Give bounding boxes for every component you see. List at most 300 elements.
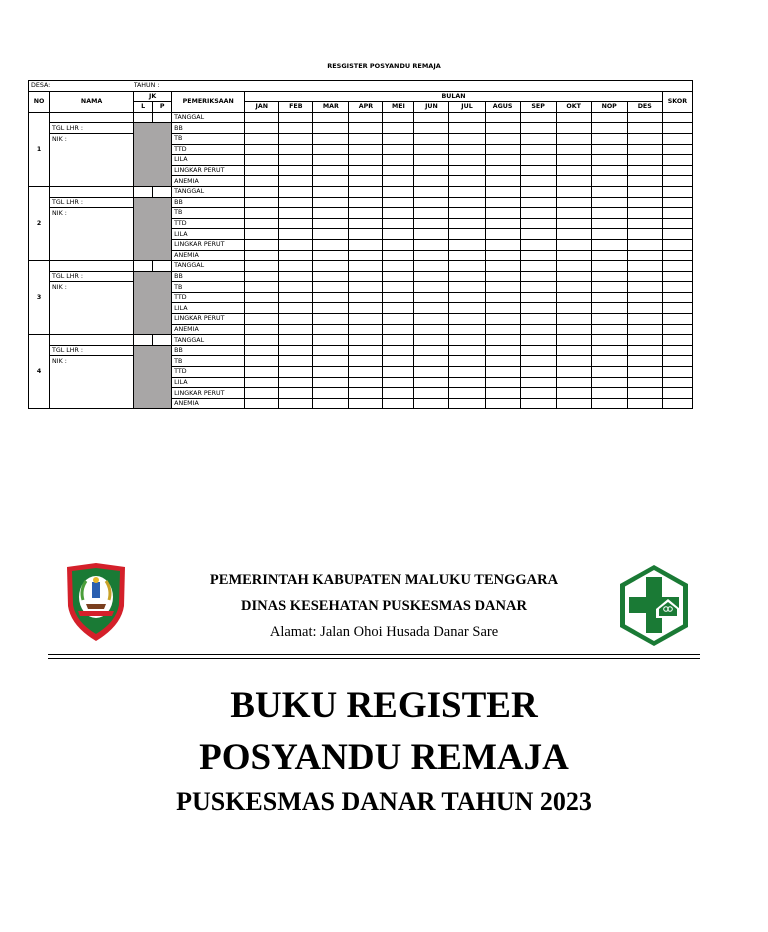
desa-label: DESA: <box>29 81 134 92</box>
month-cell <box>449 250 485 261</box>
month-cell <box>520 335 556 346</box>
month-cell <box>449 324 485 335</box>
skor-cell <box>662 229 692 240</box>
month-cell <box>627 292 662 303</box>
month-cell <box>485 112 520 123</box>
jk-l-cell <box>134 335 153 346</box>
header-skor: SKOR <box>662 91 692 112</box>
skor-cell <box>662 155 692 166</box>
header-month: JUN <box>414 102 449 113</box>
month-cell <box>279 345 313 356</box>
nama-cell <box>50 335 134 346</box>
exam-label: TB <box>172 282 245 293</box>
tgl-lahir-label: TGL LHR : <box>50 345 134 356</box>
month-cell <box>349 250 383 261</box>
month-cell <box>520 303 556 314</box>
tgl-lahir-label: TGL LHR : <box>50 271 134 282</box>
month-cell <box>556 218 591 229</box>
month-cell <box>313 377 349 388</box>
exam-label: TB <box>172 356 245 367</box>
month-cell <box>414 208 449 219</box>
month-cell <box>349 239 383 250</box>
month-cell <box>279 261 313 272</box>
exam-label: ANEMIA <box>172 398 245 409</box>
month-cell <box>556 186 591 197</box>
month-cell <box>414 388 449 399</box>
month-cell <box>520 314 556 325</box>
exam-label: TANGGAL <box>172 112 245 123</box>
month-cell <box>414 165 449 176</box>
exam-label: LILA <box>172 155 245 166</box>
month-cell <box>485 229 520 240</box>
month-cell <box>313 292 349 303</box>
month-cell <box>383 377 414 388</box>
register-table <box>28 80 693 409</box>
month-cell <box>245 208 279 219</box>
month-cell <box>279 377 313 388</box>
header-pemeriksaan: PEMERIKSAAN <box>172 91 245 112</box>
month-cell <box>556 271 591 282</box>
month-cell <box>414 176 449 187</box>
nama-cell <box>50 186 134 197</box>
month-cell <box>520 324 556 335</box>
month-cell <box>627 250 662 261</box>
skor-cell <box>662 218 692 229</box>
month-cell <box>245 314 279 325</box>
header-nama: NAMA <box>50 91 134 112</box>
month-cell <box>591 377 627 388</box>
month-cell <box>556 377 591 388</box>
month-cell <box>485 314 520 325</box>
month-cell <box>349 314 383 325</box>
month-cell <box>414 229 449 240</box>
month-cell <box>449 314 485 325</box>
month-cell <box>383 250 414 261</box>
month-cell <box>520 208 556 219</box>
month-cell <box>349 282 383 293</box>
month-cell <box>245 176 279 187</box>
month-cell <box>591 271 627 282</box>
month-cell <box>627 186 662 197</box>
exam-label: LILA <box>172 303 245 314</box>
month-cell <box>627 133 662 144</box>
month-cell <box>591 261 627 272</box>
month-cell <box>414 345 449 356</box>
exam-label: TTD <box>172 367 245 378</box>
cover-subtitle: POSYANDU REMAJA <box>199 737 569 778</box>
month-cell <box>627 335 662 346</box>
month-cell <box>449 155 485 166</box>
month-cell <box>279 155 313 166</box>
month-cell <box>414 282 449 293</box>
month-cell <box>627 282 662 293</box>
month-cell <box>245 345 279 356</box>
month-cell <box>591 356 627 367</box>
table-row <box>29 197 693 208</box>
month-cell <box>414 367 449 378</box>
skor-cell <box>662 123 692 134</box>
month-cell <box>627 377 662 388</box>
month-cell <box>349 155 383 166</box>
nama-cell <box>50 261 134 272</box>
month-cell <box>556 144 591 155</box>
month-cell <box>313 197 349 208</box>
month-cell <box>383 345 414 356</box>
month-cell <box>556 367 591 378</box>
month-cell <box>591 123 627 134</box>
month-cell <box>313 282 349 293</box>
month-cell <box>383 155 414 166</box>
month-cell <box>414 250 449 261</box>
skor-cell <box>662 133 692 144</box>
month-cell <box>245 155 279 166</box>
month-cell <box>556 197 591 208</box>
month-cell <box>556 176 591 187</box>
exam-label: BB <box>172 197 245 208</box>
month-cell <box>591 186 627 197</box>
month-cell <box>627 208 662 219</box>
month-cell <box>349 367 383 378</box>
month-cell <box>449 229 485 240</box>
month-cell <box>485 261 520 272</box>
month-cell <box>627 367 662 378</box>
skor-cell <box>662 324 692 335</box>
skor-cell <box>662 367 692 378</box>
month-cell <box>556 324 591 335</box>
nama-cell <box>50 292 134 334</box>
month-cell <box>245 144 279 155</box>
exam-label: TTD <box>172 144 245 155</box>
month-cell <box>245 123 279 134</box>
month-cell <box>313 388 349 399</box>
month-cell <box>383 324 414 335</box>
month-cell <box>279 271 313 282</box>
nik-label: NIK : <box>50 356 134 367</box>
header-month: APR <box>349 102 383 113</box>
month-cell <box>591 324 627 335</box>
month-cell <box>556 155 591 166</box>
skor-cell <box>662 197 692 208</box>
skor-cell <box>662 239 692 250</box>
month-cell <box>591 367 627 378</box>
exam-label: LINGKAR PERUT <box>172 388 245 399</box>
month-cell <box>520 398 556 409</box>
month-cell <box>245 261 279 272</box>
table-row <box>29 335 693 346</box>
month-cell <box>591 282 627 293</box>
table-row <box>29 345 693 356</box>
month-cell <box>520 367 556 378</box>
nama-cell <box>50 218 134 260</box>
month-cell <box>556 398 591 409</box>
month-cell <box>383 218 414 229</box>
month-cell <box>349 218 383 229</box>
month-cell <box>313 176 349 187</box>
month-cell <box>414 112 449 123</box>
month-cell <box>591 165 627 176</box>
month-cell <box>313 324 349 335</box>
header-month: DES <box>627 102 662 113</box>
month-cell <box>414 155 449 166</box>
cover-year-line: PUSKESMAS DANAR TAHUN 2023 <box>176 787 592 816</box>
month-cell <box>245 165 279 176</box>
month-cell <box>383 356 414 367</box>
skor-cell <box>662 261 692 272</box>
month-cell <box>449 345 485 356</box>
exam-label: ANEMIA <box>172 250 245 261</box>
skor-cell <box>662 345 692 356</box>
month-cell <box>485 144 520 155</box>
month-cell <box>627 261 662 272</box>
skor-cell <box>662 208 692 219</box>
month-cell <box>313 335 349 346</box>
month-cell <box>279 335 313 346</box>
month-cell <box>485 388 520 399</box>
month-cell <box>349 345 383 356</box>
month-cell <box>349 197 383 208</box>
month-cell <box>313 133 349 144</box>
month-cell <box>245 239 279 250</box>
month-cell <box>556 292 591 303</box>
header-month: NOP <box>591 102 627 113</box>
month-cell <box>485 218 520 229</box>
month-cell <box>245 388 279 399</box>
month-cell <box>279 239 313 250</box>
month-cell <box>313 271 349 282</box>
month-cell <box>627 271 662 282</box>
month-cell <box>449 388 485 399</box>
jk-p-cell <box>153 186 172 197</box>
month-cell <box>591 176 627 187</box>
entry-number: 3 <box>29 261 50 335</box>
month-cell <box>279 176 313 187</box>
month-cell <box>349 165 383 176</box>
month-cell <box>349 324 383 335</box>
month-cell <box>627 239 662 250</box>
month-cell <box>383 271 414 282</box>
month-cell <box>520 356 556 367</box>
month-cell <box>313 155 349 166</box>
month-cell <box>520 292 556 303</box>
month-cell <box>556 335 591 346</box>
nama-cell <box>50 144 134 186</box>
month-cell <box>556 229 591 240</box>
skor-cell <box>662 271 692 282</box>
month-cell <box>556 208 591 219</box>
month-cell <box>627 176 662 187</box>
month-cell <box>313 218 349 229</box>
table-row <box>29 112 693 123</box>
header-jk: JK <box>134 91 172 102</box>
tahun-label: TAHUN : <box>134 81 693 92</box>
month-cell <box>520 176 556 187</box>
month-cell <box>279 398 313 409</box>
month-cell <box>279 218 313 229</box>
month-cell <box>349 377 383 388</box>
tgl-lahir-label: TGL LHR : <box>50 123 134 134</box>
month-cell <box>313 345 349 356</box>
month-cell <box>520 123 556 134</box>
month-cell <box>591 218 627 229</box>
month-cell <box>627 229 662 240</box>
month-cell <box>627 388 662 399</box>
month-cell <box>520 250 556 261</box>
month-cell <box>520 229 556 240</box>
table-row <box>29 282 693 293</box>
header-month: FEB <box>279 102 313 113</box>
month-cell <box>414 239 449 250</box>
header-month: OKT <box>556 102 591 113</box>
month-cell <box>591 197 627 208</box>
month-cell <box>313 144 349 155</box>
month-cell <box>313 208 349 219</box>
month-cell <box>349 133 383 144</box>
month-cell <box>383 282 414 293</box>
month-cell <box>279 367 313 378</box>
month-cell <box>414 335 449 346</box>
month-cell <box>383 388 414 399</box>
month-cell <box>279 133 313 144</box>
month-cell <box>627 324 662 335</box>
month-cell <box>556 314 591 325</box>
table-row <box>29 123 693 134</box>
month-cell <box>485 292 520 303</box>
month-cell <box>520 197 556 208</box>
jk-p-cell <box>153 335 172 346</box>
month-cell <box>414 186 449 197</box>
month-cell <box>556 303 591 314</box>
month-cell <box>556 239 591 250</box>
month-cell <box>449 303 485 314</box>
skor-cell <box>662 282 692 293</box>
table-row <box>29 91 693 102</box>
month-cell <box>245 367 279 378</box>
month-cell <box>245 356 279 367</box>
month-cell <box>279 229 313 240</box>
month-cell <box>349 335 383 346</box>
month-cell <box>279 292 313 303</box>
jk-shaded-cell <box>134 345 172 409</box>
month-cell <box>414 292 449 303</box>
month-cell <box>627 356 662 367</box>
month-cell <box>449 356 485 367</box>
month-cell <box>313 367 349 378</box>
header-month: MAR <box>313 102 349 113</box>
exam-label: LINGKAR PERUT <box>172 165 245 176</box>
skor-cell <box>662 303 692 314</box>
skor-cell <box>662 388 692 399</box>
month-cell <box>245 303 279 314</box>
month-cell <box>449 239 485 250</box>
month-cell <box>556 165 591 176</box>
skor-cell <box>662 250 692 261</box>
month-cell <box>313 186 349 197</box>
month-cell <box>485 208 520 219</box>
table-row <box>29 367 693 378</box>
tgl-lahir-label: TGL LHR : <box>50 197 134 208</box>
month-cell <box>591 398 627 409</box>
nik-label: NIK : <box>50 282 134 293</box>
month-cell <box>383 229 414 240</box>
month-cell <box>520 282 556 293</box>
month-cell <box>383 335 414 346</box>
skor-cell <box>662 356 692 367</box>
month-cell <box>485 377 520 388</box>
month-cell <box>449 197 485 208</box>
month-cell <box>627 314 662 325</box>
month-cell <box>520 218 556 229</box>
month-cell <box>414 123 449 134</box>
month-cell <box>313 239 349 250</box>
skor-cell <box>662 144 692 155</box>
month-cell <box>245 377 279 388</box>
month-cell <box>313 229 349 240</box>
header-month: JAN <box>245 102 279 113</box>
month-cell <box>556 250 591 261</box>
month-cell <box>245 398 279 409</box>
table-row <box>29 186 693 197</box>
month-cell <box>485 345 520 356</box>
exam-label: LILA <box>172 229 245 240</box>
header-month: AGUS <box>485 102 520 113</box>
month-cell <box>520 261 556 272</box>
month-cell <box>449 292 485 303</box>
jk-p-cell <box>153 112 172 123</box>
month-cell <box>383 261 414 272</box>
skor-cell <box>662 292 692 303</box>
month-cell <box>383 239 414 250</box>
exam-label: TB <box>172 208 245 219</box>
month-cell <box>383 303 414 314</box>
letterhead-rule <box>48 654 700 655</box>
month-cell <box>245 271 279 282</box>
skor-cell <box>662 186 692 197</box>
exam-label: LINGKAR PERUT <box>172 239 245 250</box>
month-cell <box>485 398 520 409</box>
month-cell <box>591 133 627 144</box>
table-row <box>29 356 693 367</box>
month-cell <box>279 388 313 399</box>
entry-number: 2 <box>29 186 50 260</box>
jk-p-cell <box>153 261 172 272</box>
month-cell <box>520 112 556 123</box>
month-cell <box>383 133 414 144</box>
month-cell <box>520 377 556 388</box>
month-cell <box>245 282 279 293</box>
header-p: P <box>153 102 172 113</box>
month-cell <box>313 112 349 123</box>
month-cell <box>349 186 383 197</box>
month-cell <box>520 239 556 250</box>
month-cell <box>414 261 449 272</box>
exam-label: LILA <box>172 377 245 388</box>
skor-cell <box>662 377 692 388</box>
month-cell <box>279 303 313 314</box>
month-cell <box>279 250 313 261</box>
month-cell <box>627 303 662 314</box>
month-cell <box>591 314 627 325</box>
table-row <box>29 81 693 92</box>
month-cell <box>485 165 520 176</box>
month-cell <box>245 229 279 240</box>
month-cell <box>449 186 485 197</box>
month-cell <box>383 176 414 187</box>
month-cell <box>279 123 313 134</box>
month-cell <box>449 176 485 187</box>
month-cell <box>485 303 520 314</box>
table-row <box>29 292 693 303</box>
jk-l-cell <box>134 261 153 272</box>
